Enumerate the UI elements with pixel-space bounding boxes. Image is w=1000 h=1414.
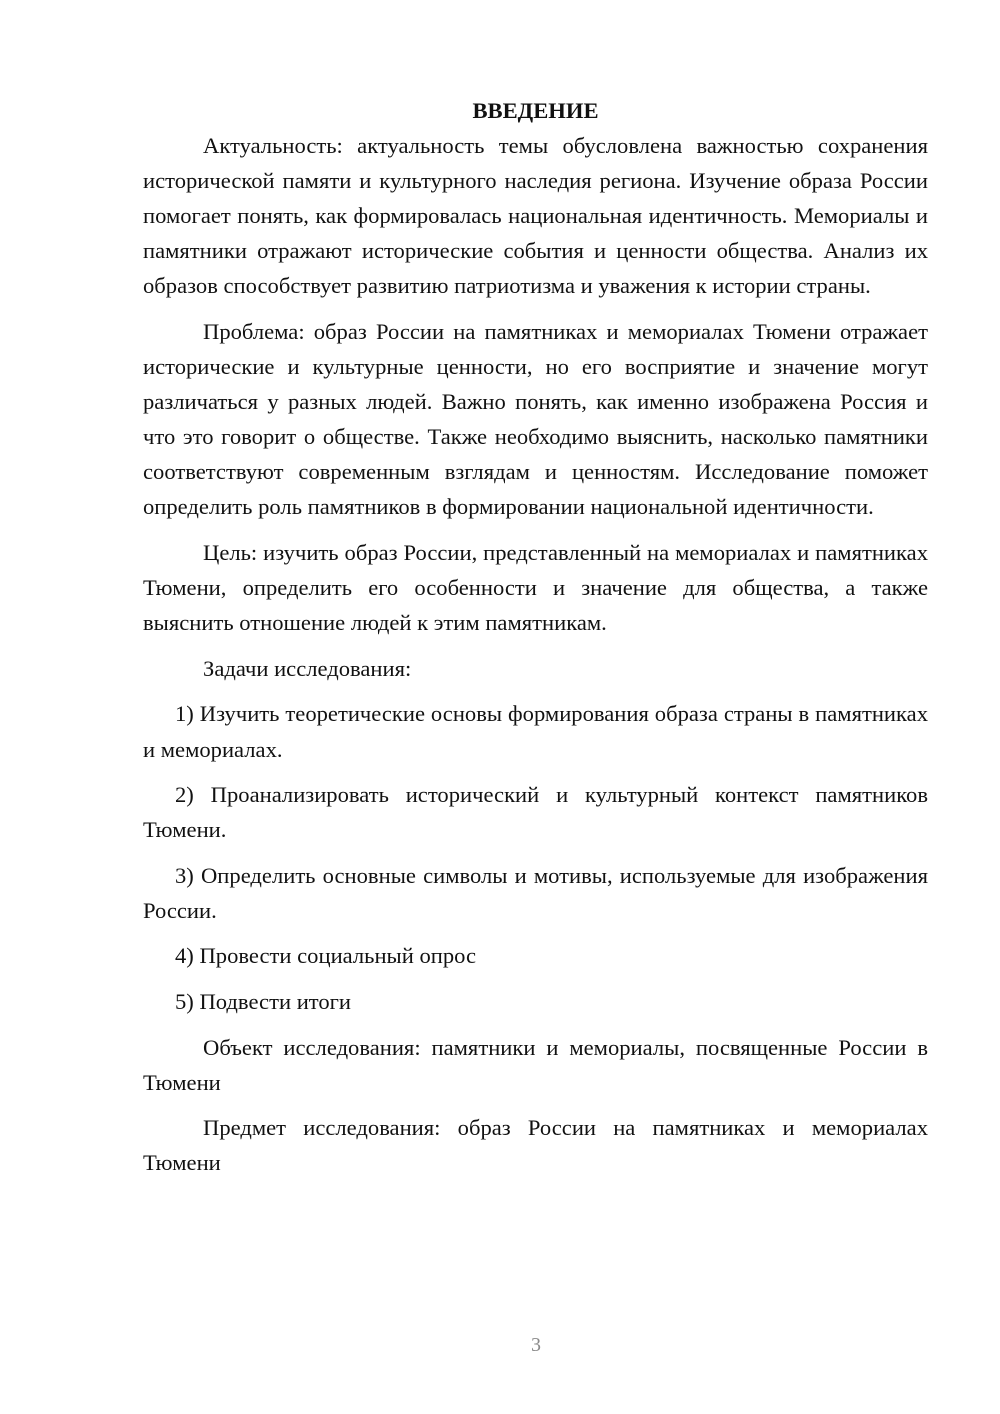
goal-paragraph: Цель: изучить образ России, представленный на мемориалах и памятниках Тюмени, определить его особенности и значение для общества, а также выяснить отношение людей к этим памятникам. bbox=[143, 540, 928, 636]
task-item: 5) Подвести итоги bbox=[175, 989, 352, 1015]
paragraph-gap bbox=[143, 640, 928, 651]
object-paragraph: Объект исследования: памятники и мемориалы, посвященные России в Тюмени bbox=[143, 1034, 928, 1095]
task-item: 4) Провести социальный опрос bbox=[175, 943, 477, 969]
section-title: ВВЕДЕНИЕ bbox=[472, 98, 599, 123]
paragraph-gap bbox=[143, 974, 928, 985]
problem-paragraph: Проблема: образ России на памятниках и мемориалах Тюмени отражает исторические и культурные ценности, но его восприятие и значение могут различаться у разных людей. Важно понять, как именно изображена Россия и что это говорит о обществе. Также необходимо выяснить, насколько памятники соответствуют современным взглядам и ценностям. Исследование поможет определить роль памятников в формировании национальной идентичности. bbox=[143, 318, 928, 520]
paragraph-gap bbox=[143, 525, 928, 536]
paragraph-gap bbox=[143, 847, 928, 858]
task-item: 1) Изучить теоретические основы формирования образа страны в памятниках и мемориалах. bbox=[143, 701, 928, 762]
paragraph-gap bbox=[143, 1100, 928, 1111]
paragraph-gap bbox=[143, 767, 928, 778]
page-number: 3 bbox=[531, 1334, 541, 1356]
paragraph-gap bbox=[143, 686, 928, 697]
task-item: 2) Проанализировать исторический и культурный контекст памятников Тюмени. bbox=[143, 782, 928, 843]
relevance-paragraph: Актуальность: актуальность темы обусловлена важностью сохранения исторической памяти и культурного наследия региона. Изучение образа России помогает понять, как формировалась национальная идентичность. Мемориалы и памятники отражают исторические события и ценности общества. Анализ их образов способствует развитию патриотизма и уважения к истории страны. bbox=[143, 133, 928, 299]
paragraph-gap bbox=[143, 1019, 928, 1030]
page-content bbox=[143, 93, 928, 1181]
paragraph-gap bbox=[143, 303, 928, 314]
task-item: 3) Определить основные символы и мотивы, используемые для изображения России. bbox=[143, 862, 928, 923]
tasks-heading: Задачи исследования: bbox=[203, 655, 412, 681]
paragraph-gap bbox=[143, 928, 928, 939]
subject-paragraph: Предмет исследования: образ России на памятниках и мемориалах Тюмени bbox=[143, 1115, 928, 1176]
